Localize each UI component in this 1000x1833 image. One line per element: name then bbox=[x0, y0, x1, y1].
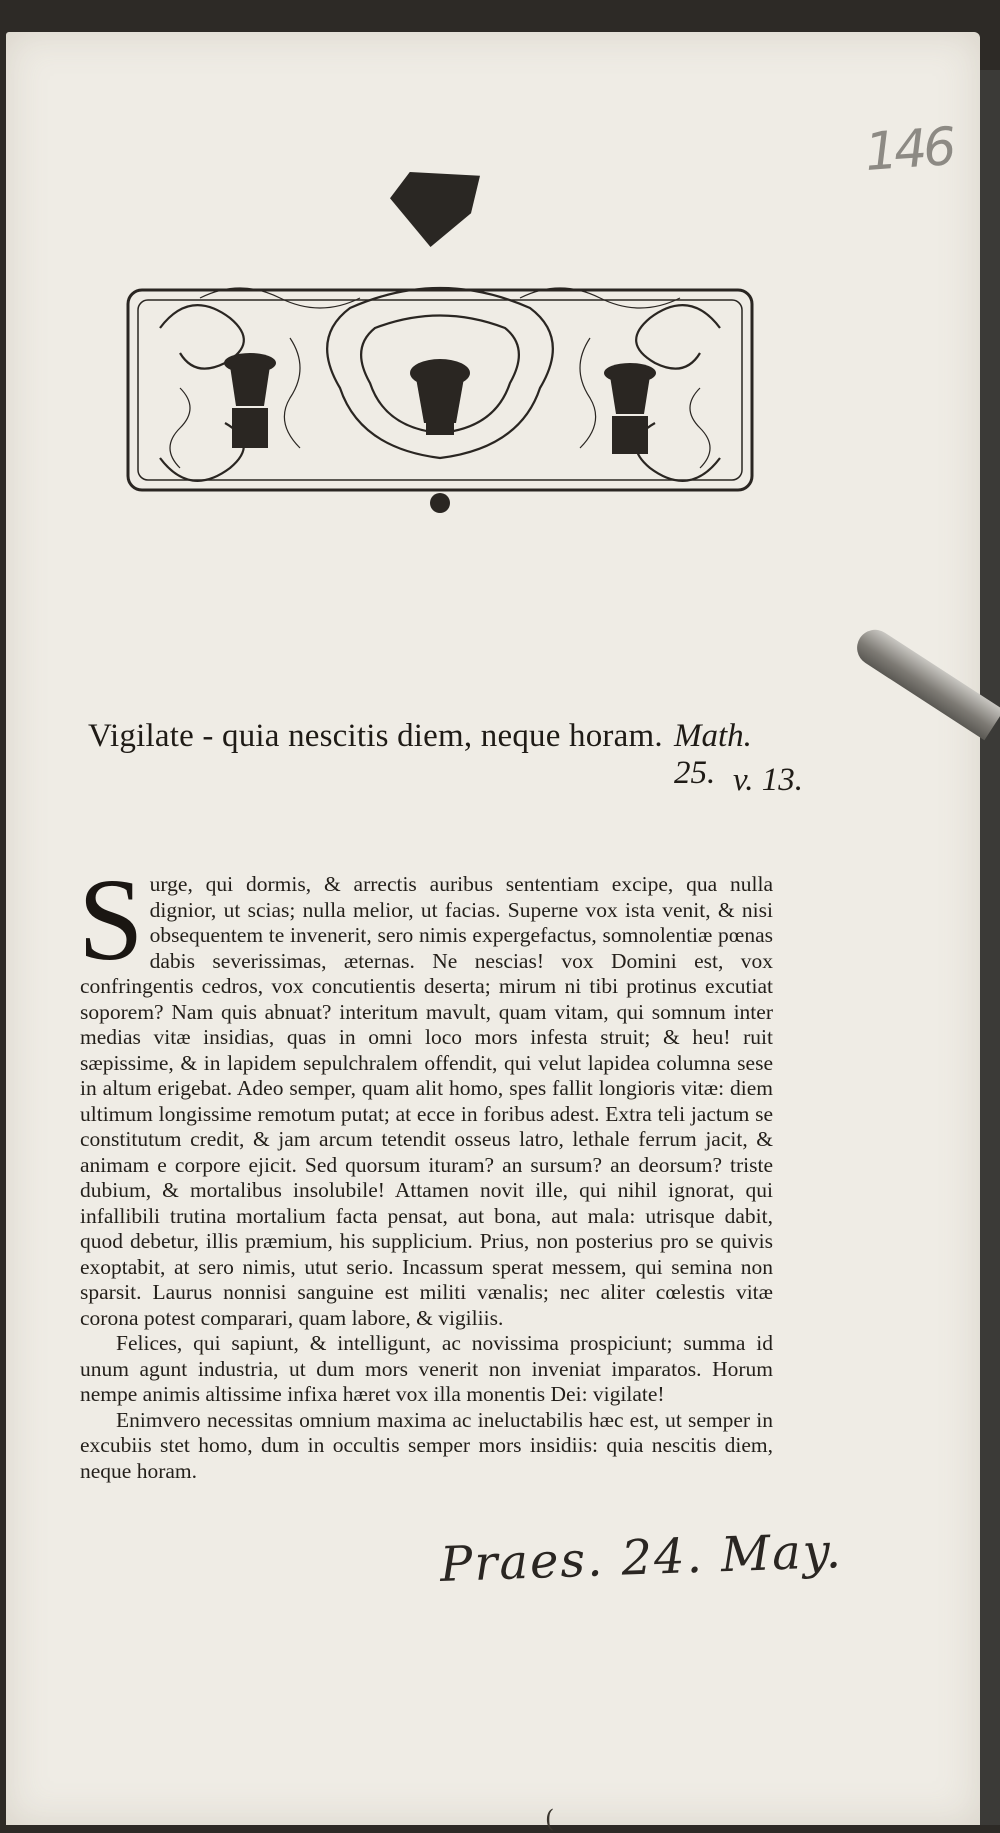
handwritten-date-note: Praes. 24. May. bbox=[439, 1522, 844, 1594]
motto-reference-verse: v. 13. bbox=[733, 762, 803, 798]
folio-number: 146 bbox=[863, 117, 955, 183]
paragraph-1-text: urge, qui dormis, & arrectis auribus sententiam excipe, qua nulla dignior, ut scias; nulla melior, ut facias. Superne vox ista venit, & nisi obsequentem te invenerit, sero nimis expergefactus, somnolentiæ pœnas dabis severissimas, æternas. Ne nescias! vox Domini est, vox confringentis cedros, vox concutientis deserta; mirum ni tibi protinus excutiat soporem? Nam quis abnuat? interitum mavult, quam vitam, qui somnum inter medias vitæ insidias, quas in omni loco mors infesta struit; & heu! ruit sæpissime, & in lapidem sepulchralem offendit, qui velut lapidea columna sese in altum erigebat. Adeo semper, quam alit homo, spes fallit longioris vitæ: diem ultimum longissime remotum putat; at ecce in foribus adest. Extra teli jactum se constitutum credit, & jam arcum tetendit osseus latro, lethale ferrum jacit, & animam e corpore ejicit. Sed quorsum ituram? an sursum? an deorsum? triste dubium, & mortalibus insolubile! Attamen novit ille, qui nihil ignorat, qui infallibili trutina mortalium facta pensat, aut bona, aut mala: utrisque dabit, quod debetur, illis præmium, his supplicium. Prius, non posterius pro se quivis exoptabit, at sero nimis, utut serio. Incassum sperat messem, qui semina non sparsit. Laurus nonnisi sanguine est militi vænalis; nec aliter cœlestis vitæ corona potest comparari, quam labore, & vigiliis. bbox=[80, 872, 773, 1330]
paragraph-2: Felices, qui sapiunt, & intelligunt, ac novissima prospiciunt; summa id unum agunt industria, ut dum mors venerit non inveniat imparatos. Horum nempe animis altissime infixa hæret vox illa monentis Dei: vigilate! bbox=[80, 1331, 773, 1406]
motto-heading bbox=[88, 718, 803, 798]
paragraph-1 bbox=[78, 854, 773, 1331]
drop-cap: S bbox=[78, 854, 144, 985]
motto-reference-book: Math. 25. bbox=[674, 718, 752, 791]
decorative-headpiece bbox=[120, 268, 760, 518]
body-text bbox=[78, 854, 773, 1484]
footer-mark: ( bbox=[545, 1805, 555, 1833]
paragraph-3: Enimvero necessitas omnium maxima ac ineluctabilis hæc est, ut semper in excubiis stet homo, dum in occultis semper mors insidiis: quia nescitis diem, neque horam. bbox=[80, 1407, 773, 1483]
motto-text: Vigilate - quia nescitis diem, neque horam. bbox=[88, 718, 663, 754]
